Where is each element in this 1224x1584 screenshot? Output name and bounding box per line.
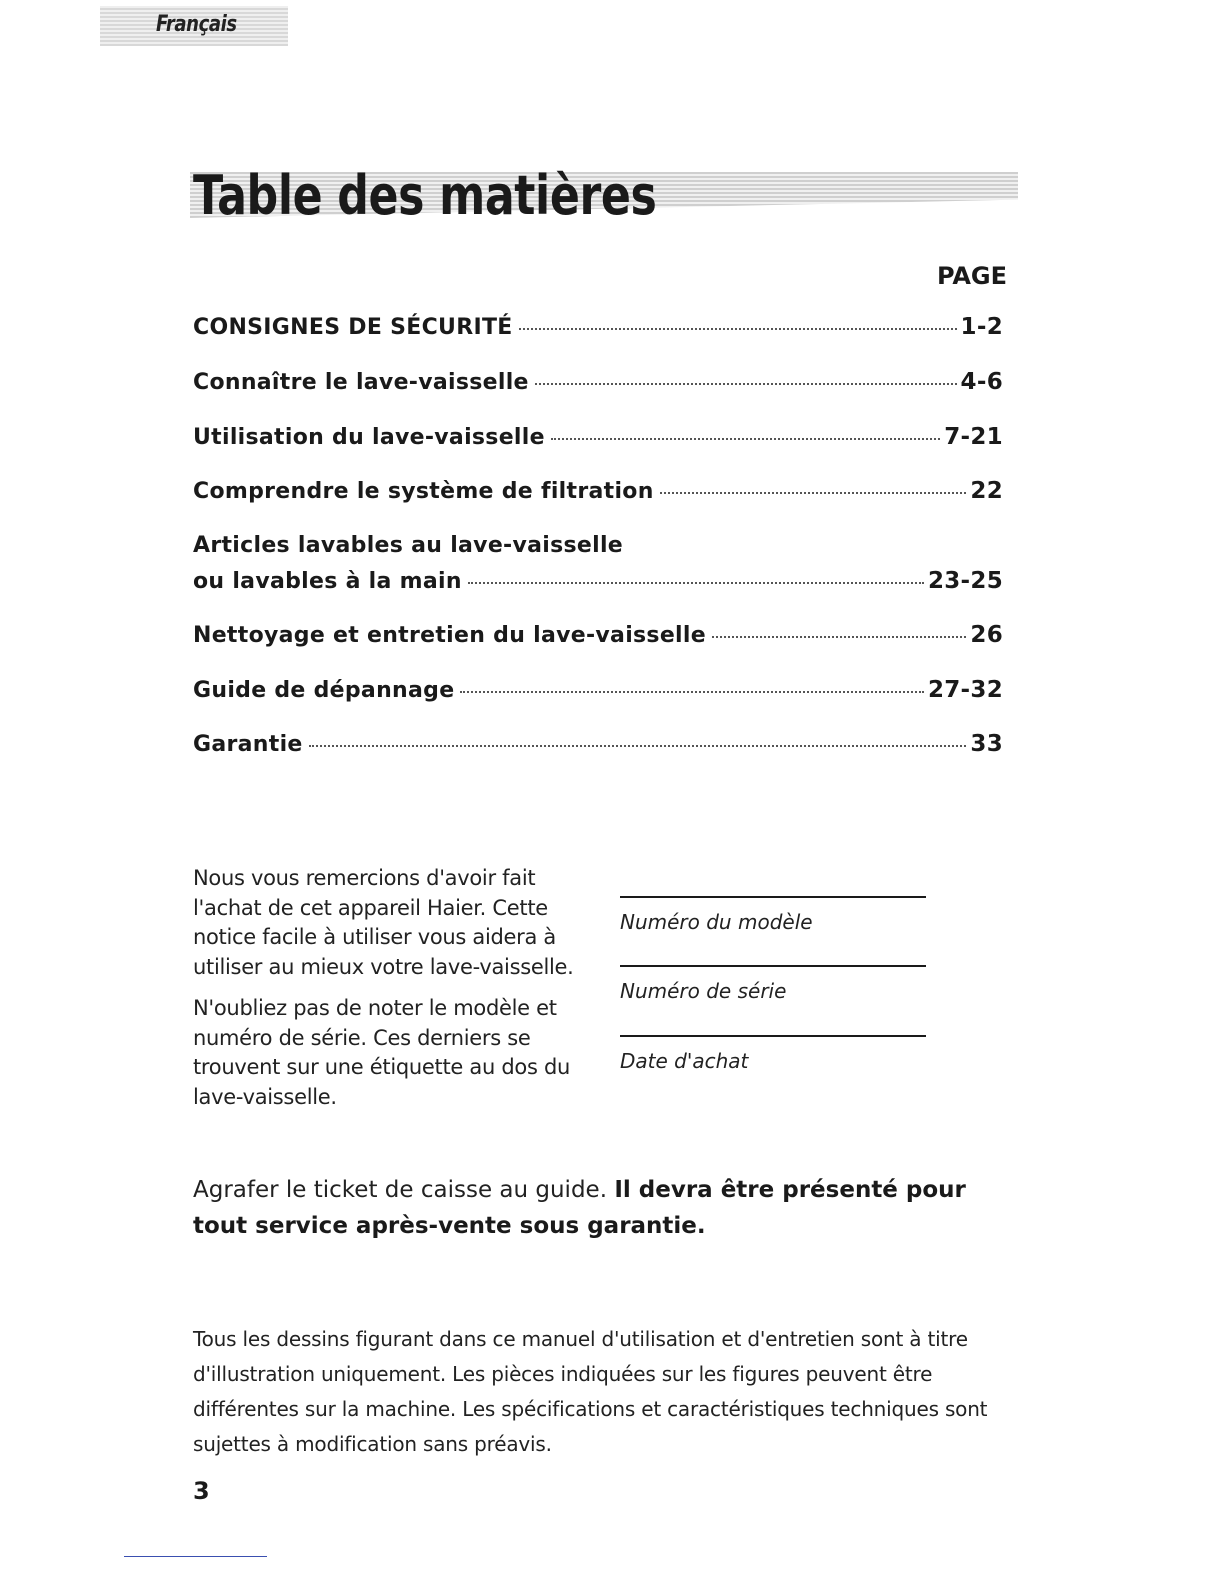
- toc-leader-dots: [468, 580, 924, 584]
- disclaimer: Tous les dessins figurant dans ce manuel d'utilisation et d'entretien sont à titre d'illustration uniquement. Les pièces indiquées sur les figures peuvent être différentes sur la machine. Les spécifications et caractéristiques techniques sont sujettes à modification sans préavis.: [193, 1327, 988, 1456]
- language-label: Français: [156, 12, 237, 37]
- thank-you-paragraph: Nous vous remercions d'avoir fait l'achat de cet appareil Haier. Cette notice facile à utiliser vous aidera à utiliser au mieux votre lave-vaisselle.: [193, 866, 574, 979]
- write-line: [620, 896, 926, 898]
- toc-entry-pages: 7-21: [944, 424, 1003, 450]
- toc-entry-filtration[interactable]: [193, 478, 1003, 504]
- page-number: 3: [193, 1477, 210, 1505]
- toc-entry-warranty[interactable]: [193, 731, 1003, 757]
- write-line: [620, 1035, 926, 1037]
- page-title: Table des matières: [193, 164, 657, 227]
- footer-rule: [124, 1556, 267, 1557]
- toc-entry-safety[interactable]: [193, 314, 1003, 340]
- toc-entry-pages: 33: [970, 731, 1003, 757]
- serial-note-paragraph: N'oubliez pas de noter le modèle et numéro de série. Ces derniers se trouvent sur une étiquette au dos du lave-vaisselle.: [193, 996, 571, 1109]
- toc-leader-dots: [551, 436, 940, 440]
- receipt-note-text: Agrafer le ticket de caisse au guide.: [193, 1177, 615, 1203]
- toc-entry-label: Utilisation du lave-vaisselle: [193, 425, 545, 450]
- toc-leader-dots: [519, 326, 957, 330]
- toc-entry-label: CONSIGNES DE SÉCURITÉ: [193, 315, 513, 340]
- toc-entry-label: Connaître le lave-vaisselle: [193, 370, 529, 395]
- receipt-note: [193, 1172, 1013, 1244]
- write-line: [620, 965, 926, 967]
- receipt-note-emphasis: Il devra être présenté pour tout service après-vente sous garantie.: [193, 1177, 966, 1239]
- intro-text: [193, 864, 593, 1124]
- toc-entry-label: Comprendre le système de filtration: [193, 479, 654, 504]
- toc-leader-dots: [460, 689, 924, 693]
- toc-entry-pages: 1-2: [960, 314, 1003, 340]
- serial-number-field[interactable]: [620, 965, 926, 1003]
- toc-leader-dots: [309, 743, 967, 747]
- toc-entry-pages: 26: [970, 622, 1003, 648]
- purchase-date-label: Date d'achat: [620, 1049, 749, 1073]
- toc-entry-cleaning[interactable]: [193, 622, 1003, 648]
- toc-leader-dots: [660, 490, 967, 494]
- model-number-label: Numéro du modèle: [620, 910, 813, 934]
- toc-entry-label: Garantie: [193, 732, 303, 757]
- toc-entry-pages: 4-6: [960, 369, 1003, 395]
- toc-entry-label: Nettoyage et entretien du lave-vaisselle: [193, 623, 706, 648]
- language-tab: [100, 6, 288, 46]
- toc-leader-dots: [712, 634, 966, 638]
- toc-entry-know-dishwasher[interactable]: [193, 369, 1003, 395]
- serial-number-label: Numéro de série: [620, 979, 787, 1003]
- toc-entry-pages: 27-32: [927, 677, 1003, 703]
- toc-entry-pages: 23-25: [927, 568, 1003, 594]
- model-number-field[interactable]: [620, 896, 926, 934]
- toc-leader-dots: [535, 381, 957, 385]
- toc-entry-troubleshooting[interactable]: [193, 677, 1003, 703]
- toc-entry-articles[interactable]: [193, 568, 1003, 594]
- toc-entry-label: ou lavables à la main: [193, 569, 462, 594]
- toc-page-header: PAGE: [936, 262, 1007, 290]
- purchase-date-field[interactable]: [620, 1035, 926, 1073]
- toc-entry-label: Guide de dépannage: [193, 678, 455, 703]
- toc-entry-using-dishwasher[interactable]: [193, 424, 1003, 450]
- toc-entry-articles-line1[interactable]: Articles lavables au lave-vaisselle: [193, 533, 624, 558]
- toc-entry-pages: 22: [970, 478, 1003, 504]
